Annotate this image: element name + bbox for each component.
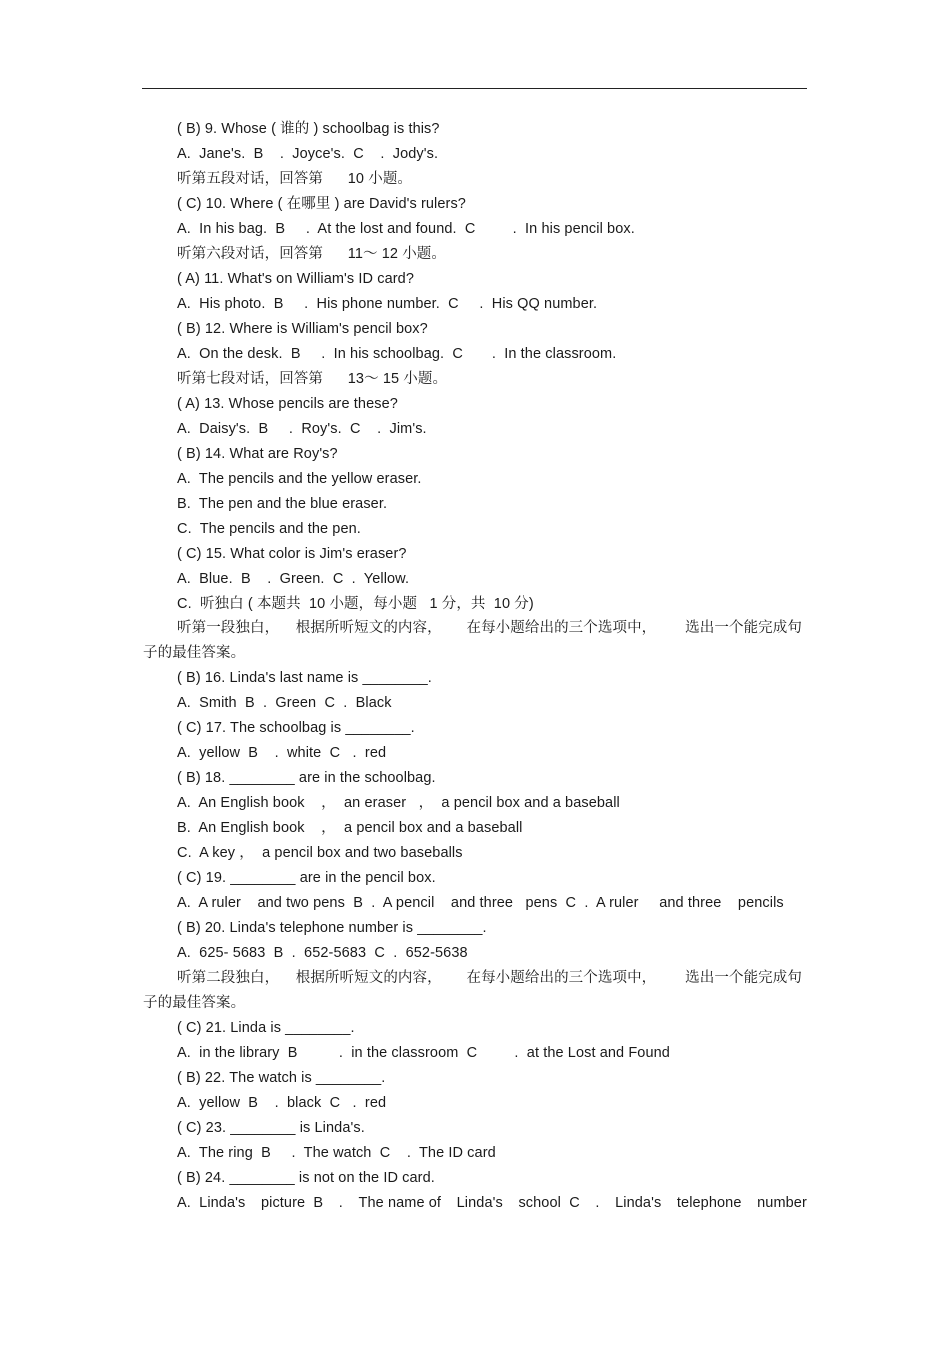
monologue-instruction: 听第二段独白， 根据所听短文的内容， 在每小题给出的三个选项中， 选出一个能完成句	[177, 970, 802, 986]
option-18-c: C. A key ， a pencil box and two baseballs	[177, 845, 463, 861]
option-18-b: B. An English book ， a pencil box and a baseball	[177, 820, 523, 836]
options-13: A. Daisy's. B . Roy's. C . Jim's.	[177, 421, 427, 437]
question-9: ( B) 9. Whose ( 谁的 ) schoolbag is this?	[177, 121, 440, 137]
question-10: ( C) 10. Where ( 在哪里 ) are David's rulers?	[177, 196, 466, 212]
section-instruction: 听第六段对话，回答第 11～ 12 小题。	[177, 246, 447, 262]
options-24-part: A. Linda's	[177, 1195, 246, 1211]
options-21: A. in the library B . in the classroom C . at the Lost and Found	[177, 1045, 670, 1061]
options-24-part: Linda's	[456, 1195, 503, 1211]
question-20: ( B) 20. Linda's telephone number is ________.	[177, 920, 487, 936]
options-11: A. His photo. B . His phone number. C . His QQ number.	[177, 296, 598, 312]
options-24-part: number	[757, 1195, 807, 1211]
option-14-c: C. The pencils and the pen.	[177, 521, 361, 537]
question-22: ( B) 22. The watch is ________.	[177, 1070, 386, 1086]
options-12: A. On the desk. B . In his schoolbag. C . In the classroom.	[177, 346, 617, 362]
options-24-part: The name of	[358, 1195, 442, 1211]
options-9: A. Jane's. B . Joyce's. C . Jody's.	[177, 146, 439, 162]
options-24-part: school C	[518, 1195, 580, 1211]
options-20: A. 625- 5683 B . 652-5683 C . 652-5638	[177, 945, 468, 961]
section-instruction: 听第五段对话，回答第 10 小题。	[177, 171, 413, 187]
options-15: A. Blue. B . Green. C . Yellow.	[177, 571, 410, 587]
question-24: ( B) 24. ________ is not on the ID card.	[177, 1170, 435, 1186]
question-17: ( C) 17. The schoolbag is ________.	[177, 720, 415, 736]
options-16: A. Smith B . Green C . Black	[177, 695, 392, 711]
options-24	[177, 1193, 807, 1213]
options-24-part: telephone	[676, 1195, 742, 1211]
question-11: ( A) 11. What's on William's ID card?	[177, 271, 415, 287]
monologue-instruction-cont: 子的最佳答案。	[143, 995, 246, 1011]
question-19: ( C) 19. ________ are in the pencil box.	[177, 870, 436, 886]
question-13: ( A) 13. Whose pencils are these?	[177, 396, 398, 412]
option-14-b: B. The pen and the blue eraser.	[177, 496, 388, 512]
options-24-part: Linda's	[615, 1195, 662, 1211]
header-rule	[142, 88, 807, 89]
options-22: A. yellow B . black C . red	[177, 1095, 387, 1111]
question-21: ( C) 21. Linda is ________.	[177, 1020, 355, 1036]
section-heading: C. 听独白 ( 本题共 10 小题，每小题 1 分，共 10 分)	[177, 596, 534, 612]
question-18: ( B) 18. ________ are in the schoolbag.	[177, 770, 436, 786]
option-18-a: A. An English book ， an eraser ， a pencil box and a baseball	[177, 795, 620, 811]
options-10: A. In his bag. B . At the lost and found. C . In his pencil box.	[177, 221, 635, 237]
options-19: A. A ruler and two pens B . A pencil and three pens C . A ruler and three pencils	[177, 895, 784, 911]
section-instruction: 听第七段对话，回答第 13～ 15 小题。	[177, 371, 448, 387]
question-12: ( B) 12. Where is William's pencil box?	[177, 321, 428, 337]
monologue-instruction: 听第一段独白， 根据所听短文的内容， 在每小题给出的三个选项中， 选出一个能完成句	[177, 620, 802, 636]
options-17: A. yellow B . white C . red	[177, 745, 387, 761]
question-15: ( C) 15. What color is Jim's eraser?	[177, 546, 407, 562]
options-24-part: .	[338, 1195, 343, 1211]
options-23: A. The ring B . The watch C . The ID card	[177, 1145, 496, 1161]
option-14-a: A. The pencils and the yellow eraser.	[177, 471, 422, 487]
question-14: ( B) 14. What are Roy's?	[177, 446, 338, 462]
options-24-part: .	[595, 1195, 600, 1211]
monologue-instruction-cont: 子的最佳答案。	[143, 645, 246, 661]
question-16: ( B) 16. Linda's last name is ________.	[177, 670, 432, 686]
options-24-part: picture B	[260, 1195, 324, 1211]
question-23: ( C) 23. ________ is Linda's.	[177, 1120, 365, 1136]
